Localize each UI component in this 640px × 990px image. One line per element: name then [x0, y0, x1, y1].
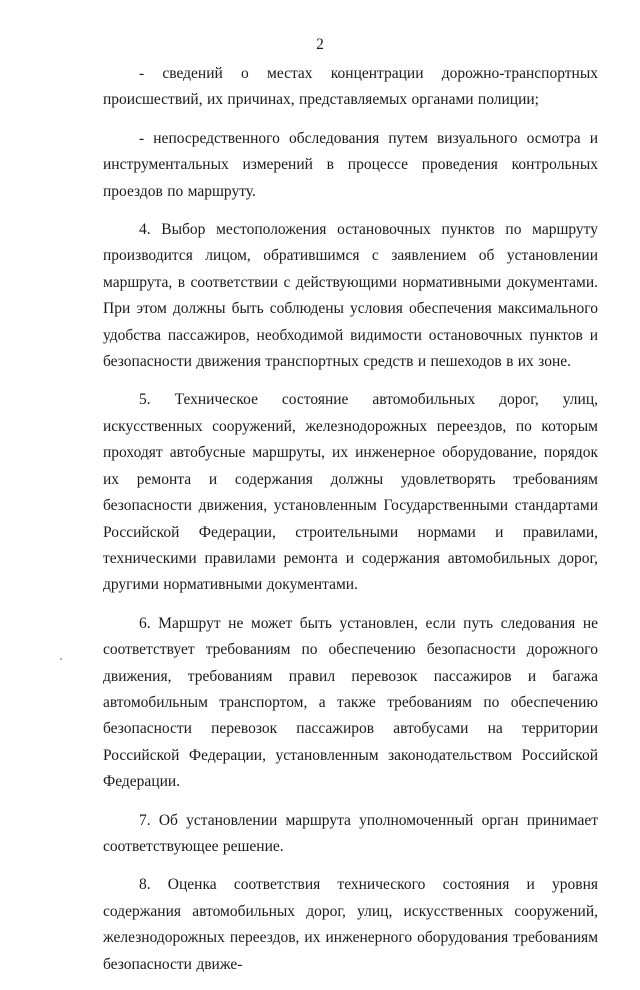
paragraph-6: 7. Об установлении маршрута уполномоченный орган принимает соответствующее решение.: [103, 811, 598, 855]
paragraph-3: 4. Выбор местоположения остановочных пунктов по маршруту производится лицом, обратившимся с заявлением об установлении маршрута, в соответствии с действующими нормативными документами. При этом должны быть соблюдены условия обеспечения максимального удобства пассажиров, необходимой видимости остановочных пунктов и безопасности движения транспортных средств и пешеходов в их зоне.: [103, 221, 598, 371]
paragraph-1: - сведений о местах концентрации дорожно-транспортных происшествий, их причинах, представляемых органами полиции;: [103, 65, 598, 109]
document-body: [103, 61, 598, 990]
paragraph-5: 6. Маршрут не может быть установлен, если путь следования не соответствует требованиям по обеспечению безопасности дорожного движения, требованиям правил перевозок пассажиров и багажа автомобильным транспортом, а также требованиям по обеспечению безопасности перевозок пассажиров автобусами на территории Российской Федерации, установленным законодательством Российской Федерации.: [103, 614, 598, 791]
paragraph-4: 5. Техническое состояние автомобильных дорог, улиц, искусственных сооружений, железнодорожных переездов, по которым проходят автобусные маршруты, их инженерное оборудование, порядок их ремонта и содержания должны удовлетворять требованиям безопасности движения, установленным Государственными стандартами Российской Федерации, строительными нормами и правилами, техническими правилами ремонта и содержания автомобильных дорог, другими нормативными документами.: [103, 391, 598, 594]
scan-speck: [60, 658, 62, 660]
page-number: 2: [316, 36, 324, 53]
paragraph-7: 8. Оценка соответствия технического состояния и уровня содержания автомобильных дорог, улиц, искусственных сооружений, железнодорожных переездов, их инженерного оборудования требованиям безопасности движе-: [103, 876, 598, 973]
paragraph-2: - непосредственного обследования путем визуального осмотра и инструментальных измерений в процессе проведения контрольных проездов по маршруту.: [103, 129, 598, 200]
